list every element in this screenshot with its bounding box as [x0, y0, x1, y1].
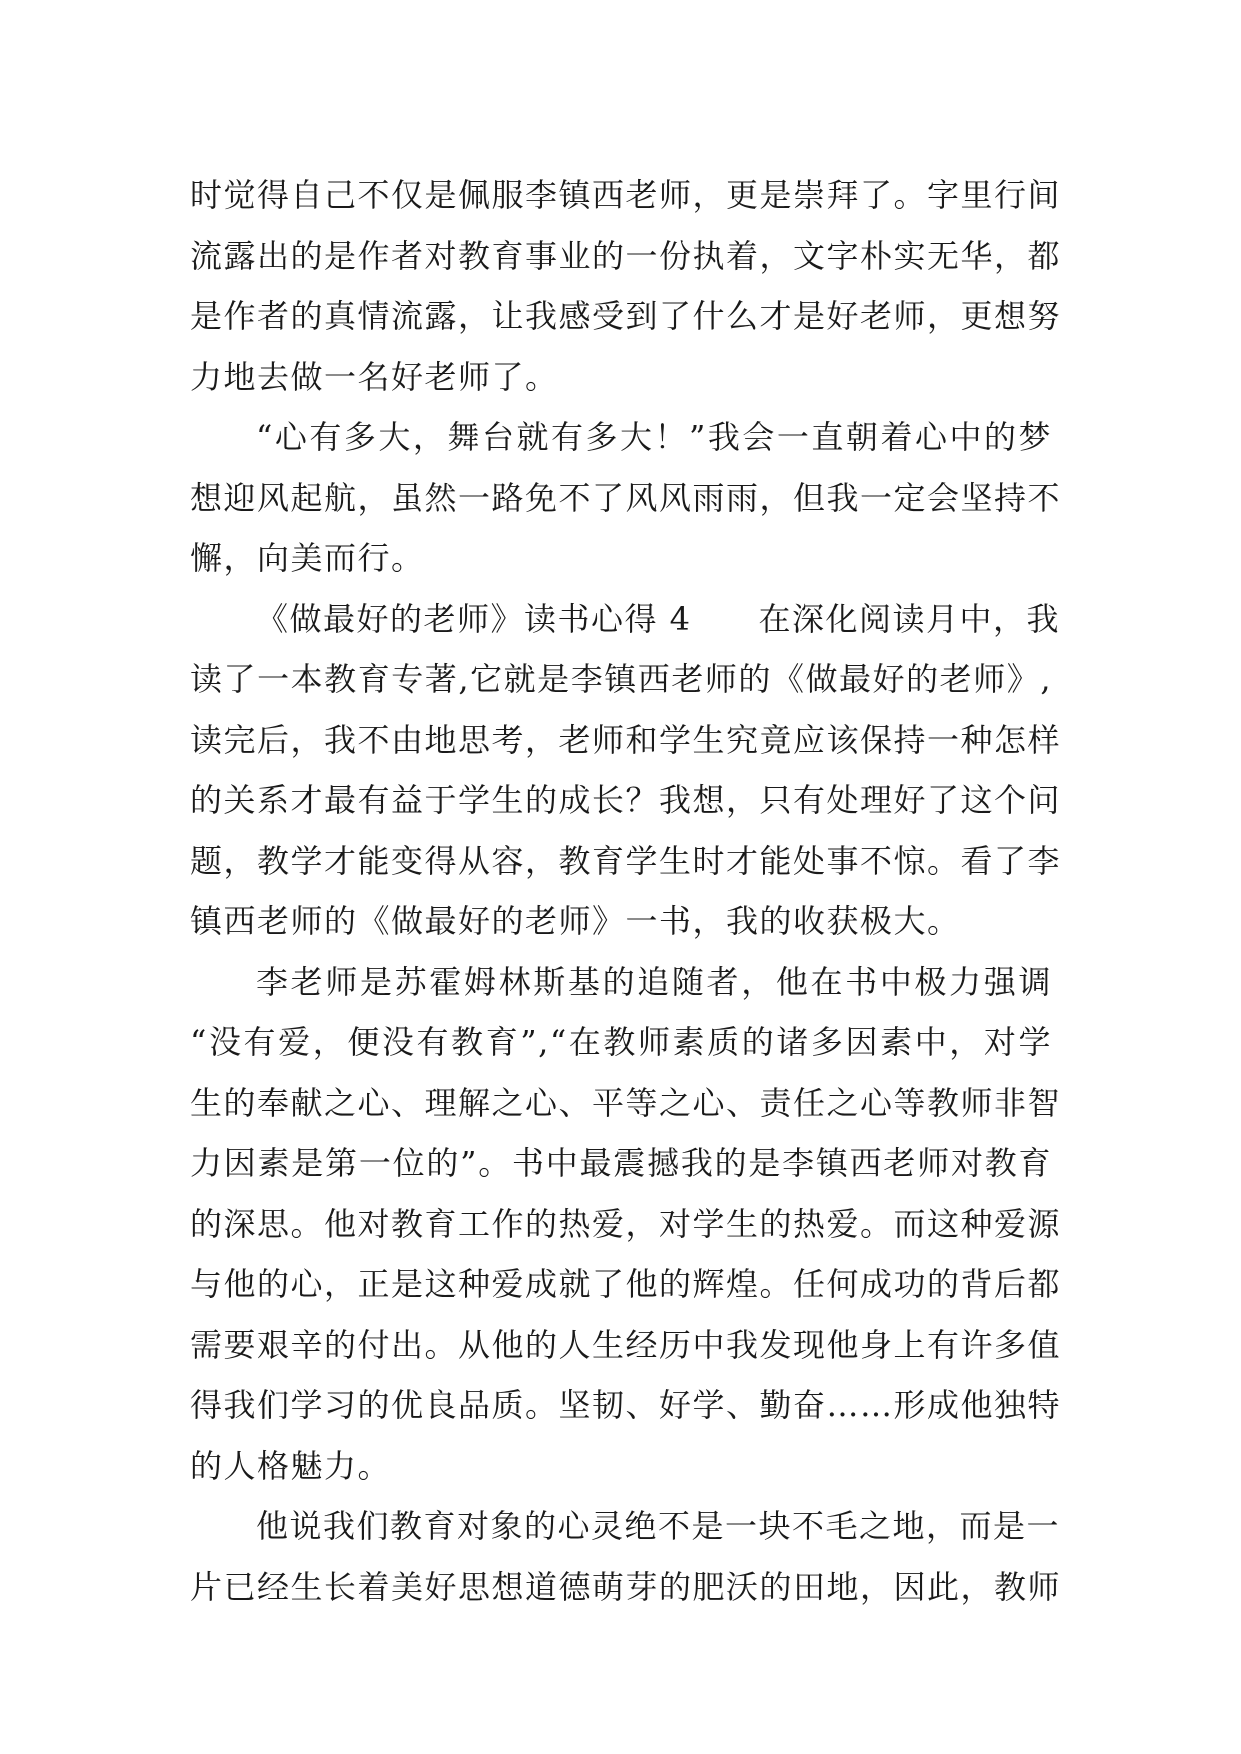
- text-line: 镇西老师的《做最好的老师》一书，我的收获极大。: [190, 902, 961, 940]
- text-line: 流露出的是作者对教育事业的一份执着，文字朴实无华，都: [190, 236, 1062, 275]
- text-line: 力因素是第一位的”。书中最震撼我的是李镇西老师对教育: [190, 1144, 1052, 1182]
- text-line: 想迎风起航，虽然一路免不了风风雨雨，但我一定会坚持不: [190, 478, 1062, 517]
- text-line: 读完后，我不由地思考，老师和学生究竟应该保持一种怎样: [190, 720, 1062, 759]
- paragraph-first-line: 他说我们教育对象的心灵绝不是一块不毛之地，而是一: [256, 1507, 1061, 1545]
- text-line: 片已经生长着美好思想道德萌芽的肥沃的田地，因此，教师: [190, 1567, 1062, 1606]
- text-line: 的关系才最有益于学生的成长？我想，只有处理好了这个问: [190, 781, 1062, 819]
- text-line: 力地去做一名好老师了。: [190, 357, 559, 396]
- text-line: 与他的心，正是这种爱成就了他的辉煌。任何成功的背后都: [190, 1265, 1062, 1303]
- text-line: 时觉得自己不仅是佩服李镇西老师，更是崇拜了。字里行间: [190, 176, 1062, 214]
- document-body: [190, 165, 1062, 1617]
- paragraph-first-line: 李老师是苏霍姆林斯基的追随者，他在书中极力强调: [256, 962, 1052, 1001]
- text-line: 的人格魅力。: [190, 1446, 392, 1485]
- text-line: 读了一本教育专著,它就是李镇西老师的《做最好的老师》,: [190, 660, 1052, 698]
- paragraph-first-line: “心有多大，舞台就有多大！”我会一直朝着心中的梦: [256, 418, 1052, 456]
- text-line: 题，教学才能变得从容，教育学生时才能处事不惊。看了李: [190, 841, 1062, 880]
- text-line: 是作者的真情流露，让我感受到了什么才是好老师，更想努: [190, 297, 1062, 335]
- text-line: 懈，向美而行。: [190, 539, 425, 577]
- text-line: 需要艰辛的付出。从他的人生经历中我发现他身上有许多值: [190, 1325, 1062, 1364]
- text-line: 的深思。他对教育工作的热爱，对学生的热爱。而这种爱源: [190, 1204, 1062, 1243]
- paragraph-first-line: 《做最好的老师》读书心得 4 在深化阅读月中，我: [256, 599, 1061, 638]
- text-line: “没有爱，便没有教育”,“在教师素质的诸多因素中，对学: [190, 1023, 1052, 1061]
- text-line: 生的奉献之心、理解之心、平等之心、责任之心等教师非智: [190, 1083, 1062, 1122]
- text-line: 得我们学习的优良品质。坚韧、好学、勤奋……形成他独特: [190, 1386, 1062, 1424]
